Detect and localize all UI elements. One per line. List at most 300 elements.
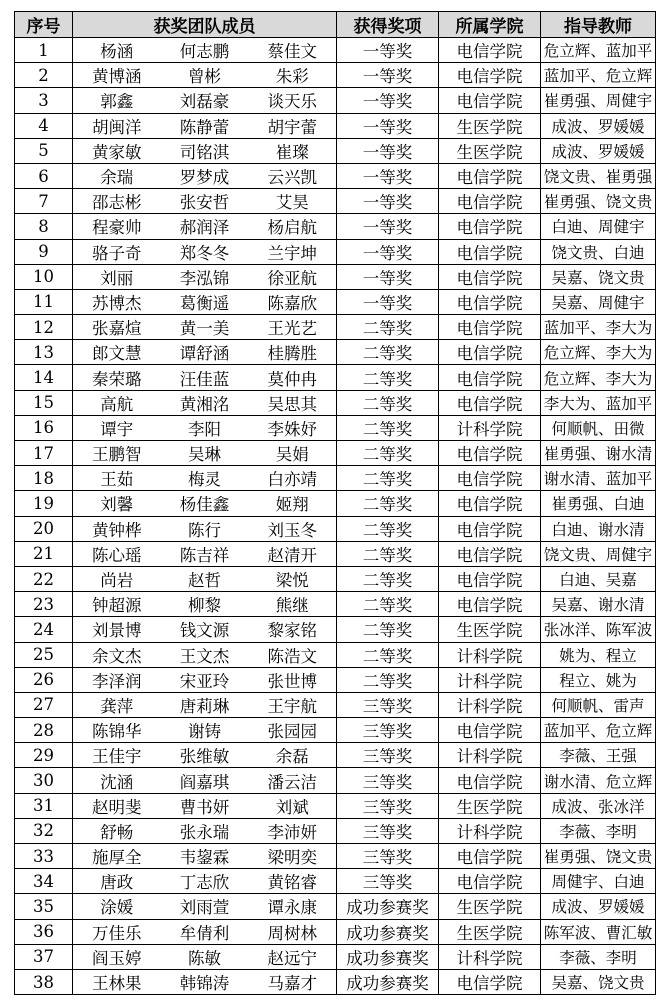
cell-member-2: 司铭淇 xyxy=(161,138,249,163)
cell-award: 一等奖 xyxy=(337,38,439,63)
table-row xyxy=(15,315,656,340)
cell-member-3: 云兴凯 xyxy=(249,163,337,188)
cell-index: 6 xyxy=(15,163,73,188)
cell-award: 一等奖 xyxy=(337,113,439,138)
cell-member-3: 谈天乐 xyxy=(249,88,337,113)
cell-member-2: 曾彬 xyxy=(161,63,249,88)
cell-college: 电信学院 xyxy=(439,441,541,466)
table-row xyxy=(15,793,656,818)
cell-index: 38 xyxy=(15,969,73,994)
cell-advisor: 李薇、王强 xyxy=(541,743,656,768)
header-college: 所属学院 xyxy=(439,12,541,38)
cell-award: 成功参赛奖 xyxy=(337,944,439,969)
cell-member-3: 潘云洁 xyxy=(249,768,337,793)
cell-index: 3 xyxy=(15,88,73,113)
cell-college: 电信学院 xyxy=(439,466,541,491)
cell-college: 生医学院 xyxy=(439,793,541,818)
cell-member-2: 张安哲 xyxy=(161,189,249,214)
cell-member-2: 刘磊豪 xyxy=(161,88,249,113)
cell-award: 一等奖 xyxy=(337,289,439,314)
cell-member-3: 徐亚航 xyxy=(249,264,337,289)
cell-member-1: 钟超源 xyxy=(73,592,161,617)
cell-member-2: 钱文源 xyxy=(161,617,249,642)
table-row xyxy=(15,894,656,919)
cell-member-3: 张园园 xyxy=(249,718,337,743)
cell-college: 电信学院 xyxy=(439,315,541,340)
cell-award: 二等奖 xyxy=(337,541,439,566)
cell-member-3: 赵远宁 xyxy=(249,944,337,969)
cell-award: 一等奖 xyxy=(337,63,439,88)
cell-index: 31 xyxy=(15,793,73,818)
table-row xyxy=(15,667,656,692)
table-row xyxy=(15,38,656,63)
cell-member-1: 王鹏智 xyxy=(73,441,161,466)
cell-advisor: 成波、张冰洋 xyxy=(541,793,656,818)
table-row xyxy=(15,88,656,113)
cell-advisor: 李大为、蓝加平 xyxy=(541,390,656,415)
cell-college: 电信学院 xyxy=(439,390,541,415)
cell-advisor: 崔勇强、周健宇 xyxy=(541,88,656,113)
table-row xyxy=(15,214,656,239)
cell-member-3: 蔡佳文 xyxy=(249,38,337,63)
cell-college: 计科学院 xyxy=(439,944,541,969)
cell-member-1: 黄钟桦 xyxy=(73,516,161,541)
cell-college: 电信学院 xyxy=(439,38,541,63)
cell-award: 三等奖 xyxy=(337,768,439,793)
cell-index: 34 xyxy=(15,869,73,894)
header-members: 获奖团队成员 xyxy=(73,12,337,38)
cell-member-2: 谭舒涵 xyxy=(161,340,249,365)
cell-index: 28 xyxy=(15,718,73,743)
cell-member-3: 谭永康 xyxy=(249,894,337,919)
cell-member-3: 黄铭睿 xyxy=(249,869,337,894)
cell-advisor: 饶文贵、白迪 xyxy=(541,239,656,264)
cell-index: 4 xyxy=(15,113,73,138)
table-row xyxy=(15,264,656,289)
cell-index: 13 xyxy=(15,340,73,365)
cell-advisor: 危立辉、蓝加平 xyxy=(541,38,656,63)
cell-member-3: 刘玉冬 xyxy=(249,516,337,541)
table-row xyxy=(15,541,656,566)
cell-member-2: 黄湘洺 xyxy=(161,390,249,415)
cell-advisor: 吴嘉、饶文贵 xyxy=(541,969,656,994)
cell-college: 电信学院 xyxy=(439,63,541,88)
cell-advisor: 危立辉、李大为 xyxy=(541,365,656,390)
cell-member-2: 汪佳蓝 xyxy=(161,365,249,390)
cell-index: 18 xyxy=(15,466,73,491)
cell-member-1: 刘丽 xyxy=(73,264,161,289)
cell-member-1: 黄家敏 xyxy=(73,138,161,163)
cell-advisor: 崔勇强、白迪 xyxy=(541,491,656,516)
cell-member-2: 梅灵 xyxy=(161,466,249,491)
cell-member-1: 沈涵 xyxy=(73,768,161,793)
cell-college: 电信学院 xyxy=(439,214,541,239)
cell-member-1: 刘馨 xyxy=(73,491,161,516)
cell-index: 5 xyxy=(15,138,73,163)
cell-index: 15 xyxy=(15,390,73,415)
cell-college: 电信学院 xyxy=(439,340,541,365)
cell-college: 计科学院 xyxy=(439,692,541,717)
cell-advisor: 崔勇强、谢水清 xyxy=(541,441,656,466)
cell-member-1: 余文杰 xyxy=(73,642,161,667)
cell-member-3: 崔璨 xyxy=(249,138,337,163)
cell-member-3: 陈嘉欣 xyxy=(249,289,337,314)
cell-college: 电信学院 xyxy=(439,718,541,743)
cell-college: 生医学院 xyxy=(439,617,541,642)
cell-college: 电信学院 xyxy=(439,969,541,994)
table-row xyxy=(15,239,656,264)
cell-member-3: 梁悦 xyxy=(249,566,337,591)
cell-advisor: 张冰洋、陈军波 xyxy=(541,617,656,642)
cell-award: 一等奖 xyxy=(337,163,439,188)
cell-advisor: 陈军波、曹汇敏 xyxy=(541,919,656,944)
cell-advisor: 程立、姚为 xyxy=(541,667,656,692)
cell-member-1: 秦荣璐 xyxy=(73,365,161,390)
cell-member-1: 施厚全 xyxy=(73,844,161,869)
cell-member-1: 苏博杰 xyxy=(73,289,161,314)
cell-college: 电信学院 xyxy=(439,516,541,541)
cell-member-1: 程豪帅 xyxy=(73,214,161,239)
table-row xyxy=(15,516,656,541)
cell-member-1: 龚萍 xyxy=(73,692,161,717)
cell-member-2: 何志鹏 xyxy=(161,38,249,63)
cell-member-2: 张永瑞 xyxy=(161,818,249,843)
table-row xyxy=(15,340,656,365)
cell-college: 生医学院 xyxy=(439,894,541,919)
cell-member-1: 高航 xyxy=(73,390,161,415)
table-row xyxy=(15,718,656,743)
cell-college: 计科学院 xyxy=(439,667,541,692)
cell-index: 25 xyxy=(15,642,73,667)
cell-member-2: 葛衡遥 xyxy=(161,289,249,314)
cell-college: 电信学院 xyxy=(439,189,541,214)
cell-member-3: 马嘉才 xyxy=(249,969,337,994)
cell-member-1: 尚岩 xyxy=(73,566,161,591)
cell-award: 三等奖 xyxy=(337,818,439,843)
table-row xyxy=(15,138,656,163)
cell-award: 一等奖 xyxy=(337,189,439,214)
cell-college: 生医学院 xyxy=(439,138,541,163)
table-row xyxy=(15,768,656,793)
cell-member-3: 王光艺 xyxy=(249,315,337,340)
cell-college: 电信学院 xyxy=(439,239,541,264)
cell-advisor: 吴嘉、周健宇 xyxy=(541,289,656,314)
table-row xyxy=(15,944,656,969)
cell-member-3: 姬翔 xyxy=(249,491,337,516)
cell-advisor: 蓝加平、危立辉 xyxy=(541,718,656,743)
cell-award: 成功参赛奖 xyxy=(337,919,439,944)
cell-advisor: 李薇、李明 xyxy=(541,818,656,843)
cell-advisor: 成波、罗媛媛 xyxy=(541,138,656,163)
cell-member-1: 舒畅 xyxy=(73,818,161,843)
cell-award: 三等奖 xyxy=(337,743,439,768)
cell-award: 一等奖 xyxy=(337,88,439,113)
cell-member-3: 刘斌 xyxy=(249,793,337,818)
cell-member-1: 王佳宇 xyxy=(73,743,161,768)
table-row xyxy=(15,617,656,642)
cell-member-3: 王宇航 xyxy=(249,692,337,717)
table-row xyxy=(15,189,656,214)
cell-index: 36 xyxy=(15,919,73,944)
cell-member-2: 李阳 xyxy=(161,415,249,440)
cell-member-2: 阎嘉琪 xyxy=(161,768,249,793)
cell-award: 二等奖 xyxy=(337,441,439,466)
cell-member-1: 赵明斐 xyxy=(73,793,161,818)
cell-award: 一等奖 xyxy=(337,239,439,264)
cell-college: 电信学院 xyxy=(439,869,541,894)
cell-award: 二等奖 xyxy=(337,592,439,617)
cell-index: 35 xyxy=(15,894,73,919)
cell-member-2: 唐莉琳 xyxy=(161,692,249,717)
cell-member-3: 熊继 xyxy=(249,592,337,617)
cell-member-1: 张嘉煊 xyxy=(73,315,161,340)
cell-member-3: 黎家铭 xyxy=(249,617,337,642)
cell-member-1: 唐政 xyxy=(73,869,161,894)
cell-index: 17 xyxy=(15,441,73,466)
cell-index: 9 xyxy=(15,239,73,264)
cell-member-1: 刘景博 xyxy=(73,617,161,642)
cell-member-2: 黄一美 xyxy=(161,315,249,340)
cell-advisor: 饶文贵、周健宇 xyxy=(541,541,656,566)
cell-member-2: 曹书妍 xyxy=(161,793,249,818)
cell-member-3: 陈浩文 xyxy=(249,642,337,667)
cell-award: 三等奖 xyxy=(337,793,439,818)
cell-college: 电信学院 xyxy=(439,365,541,390)
cell-advisor: 姚为、程立 xyxy=(541,642,656,667)
cell-advisor: 危立辉、李大为 xyxy=(541,340,656,365)
cell-index: 12 xyxy=(15,315,73,340)
cell-member-1: 陈锦华 xyxy=(73,718,161,743)
cell-index: 20 xyxy=(15,516,73,541)
cell-college: 计科学院 xyxy=(439,415,541,440)
cell-college: 生医学院 xyxy=(439,919,541,944)
cell-award: 三等奖 xyxy=(337,869,439,894)
cell-award: 二等奖 xyxy=(337,516,439,541)
cell-member-2: 丁志欣 xyxy=(161,869,249,894)
cell-college: 电信学院 xyxy=(439,566,541,591)
cell-college: 计科学院 xyxy=(439,642,541,667)
cell-award: 三等奖 xyxy=(337,718,439,743)
cell-member-3: 李沛妍 xyxy=(249,818,337,843)
cell-award: 二等奖 xyxy=(337,390,439,415)
cell-member-3: 李姝妤 xyxy=(249,415,337,440)
cell-member-2: 郑冬冬 xyxy=(161,239,249,264)
cell-member-3: 桂腾胜 xyxy=(249,340,337,365)
table-row xyxy=(15,163,656,188)
cell-index: 33 xyxy=(15,844,73,869)
cell-advisor: 蓝加平、李大为 xyxy=(541,315,656,340)
cell-advisor: 谢水清、蓝加平 xyxy=(541,466,656,491)
cell-member-2: 陈敏 xyxy=(161,944,249,969)
cell-member-2: 韦鋆霖 xyxy=(161,844,249,869)
cell-member-1: 郭鑫 xyxy=(73,88,161,113)
cell-index: 21 xyxy=(15,541,73,566)
table-row xyxy=(15,592,656,617)
cell-award: 三等奖 xyxy=(337,844,439,869)
table-row xyxy=(15,818,656,843)
cell-advisor: 吴嘉、谢水清 xyxy=(541,592,656,617)
cell-member-1: 涂媛 xyxy=(73,894,161,919)
table-row xyxy=(15,466,656,491)
cell-college: 电信学院 xyxy=(439,289,541,314)
cell-advisor: 饶文贵、崔勇强 xyxy=(541,163,656,188)
cell-college: 生医学院 xyxy=(439,113,541,138)
cell-member-1: 阎玉婷 xyxy=(73,944,161,969)
cell-college: 电信学院 xyxy=(439,88,541,113)
table-header xyxy=(15,12,656,38)
cell-index: 14 xyxy=(15,365,73,390)
awards-table-container xyxy=(14,11,656,995)
cell-award: 一等奖 xyxy=(337,138,439,163)
cell-member-1: 王茹 xyxy=(73,466,161,491)
cell-advisor: 蓝加平、危立辉 xyxy=(541,63,656,88)
cell-member-2: 郝润泽 xyxy=(161,214,249,239)
cell-member-3: 艾昊 xyxy=(249,189,337,214)
cell-index: 7 xyxy=(15,189,73,214)
cell-member-2: 李泓锦 xyxy=(161,264,249,289)
cell-award: 二等奖 xyxy=(337,566,439,591)
cell-college: 电信学院 xyxy=(439,592,541,617)
cell-member-3: 赵清开 xyxy=(249,541,337,566)
cell-index: 23 xyxy=(15,592,73,617)
cell-award: 三等奖 xyxy=(337,692,439,717)
cell-advisor: 白迪、周健宇 xyxy=(541,214,656,239)
cell-member-3: 白亦靖 xyxy=(249,466,337,491)
header-award: 获得奖项 xyxy=(337,12,439,38)
cell-advisor: 谢水清、危立辉 xyxy=(541,768,656,793)
table-row xyxy=(15,390,656,415)
cell-member-2: 牟倩利 xyxy=(161,919,249,944)
cell-college: 电信学院 xyxy=(439,163,541,188)
cell-index: 8 xyxy=(15,214,73,239)
cell-college: 电信学院 xyxy=(439,491,541,516)
cell-award: 一等奖 xyxy=(337,264,439,289)
header-index: 序号 xyxy=(15,12,73,38)
cell-college: 计科学院 xyxy=(439,743,541,768)
cell-advisor: 成波、罗媛媛 xyxy=(541,894,656,919)
cell-index: 2 xyxy=(15,63,73,88)
cell-member-2: 柳黎 xyxy=(161,592,249,617)
cell-member-3: 梁明奕 xyxy=(249,844,337,869)
cell-member-3: 胡宇蕾 xyxy=(249,113,337,138)
cell-member-2: 吴琳 xyxy=(161,441,249,466)
cell-award: 一等奖 xyxy=(337,214,439,239)
cell-index: 10 xyxy=(15,264,73,289)
cell-member-3: 杨启航 xyxy=(249,214,337,239)
cell-award: 二等奖 xyxy=(337,617,439,642)
table-row xyxy=(15,743,656,768)
table-row xyxy=(15,642,656,667)
cell-award: 二等奖 xyxy=(337,340,439,365)
cell-member-2: 宋亚玲 xyxy=(161,667,249,692)
cell-index: 27 xyxy=(15,692,73,717)
cell-index: 30 xyxy=(15,768,73,793)
header-advisor: 指导教师 xyxy=(541,12,656,38)
cell-index: 24 xyxy=(15,617,73,642)
cell-advisor: 李薇、李明 xyxy=(541,944,656,969)
cell-member-3: 兰宇坤 xyxy=(249,239,337,264)
table-row xyxy=(15,289,656,314)
table-row xyxy=(15,415,656,440)
cell-college: 计科学院 xyxy=(439,818,541,843)
table-row xyxy=(15,919,656,944)
cell-member-1: 胡闽洋 xyxy=(73,113,161,138)
cell-member-1: 杨涵 xyxy=(73,38,161,63)
cell-member-1: 万佳乐 xyxy=(73,919,161,944)
cell-member-2: 罗梦成 xyxy=(161,163,249,188)
cell-award: 二等奖 xyxy=(337,642,439,667)
cell-member-2: 张维敏 xyxy=(161,743,249,768)
cell-advisor: 白迪、谢水清 xyxy=(541,516,656,541)
cell-member-2: 刘雨萱 xyxy=(161,894,249,919)
cell-member-1: 李泽润 xyxy=(73,667,161,692)
cell-member-3: 吴思其 xyxy=(249,390,337,415)
cell-member-3: 周树林 xyxy=(249,919,337,944)
cell-advisor: 何顺帆、田微 xyxy=(541,415,656,440)
cell-award: 二等奖 xyxy=(337,315,439,340)
cell-index: 22 xyxy=(15,566,73,591)
cell-college: 电信学院 xyxy=(439,541,541,566)
cell-member-1: 陈心瑶 xyxy=(73,541,161,566)
header-row xyxy=(15,12,656,38)
cell-index: 32 xyxy=(15,818,73,843)
table-row xyxy=(15,844,656,869)
table-body xyxy=(15,38,656,995)
table-row xyxy=(15,969,656,994)
cell-member-3: 莫仲冉 xyxy=(249,365,337,390)
cell-college: 电信学院 xyxy=(439,264,541,289)
cell-college: 电信学院 xyxy=(439,844,541,869)
table-row xyxy=(15,869,656,894)
table-row xyxy=(15,63,656,88)
cell-member-2: 王文杰 xyxy=(161,642,249,667)
table-row xyxy=(15,365,656,390)
cell-member-2: 陈吉祥 xyxy=(161,541,249,566)
cell-member-1: 郎文慧 xyxy=(73,340,161,365)
cell-advisor: 白迪、吴嘉 xyxy=(541,566,656,591)
table-row xyxy=(15,441,656,466)
table-row xyxy=(15,113,656,138)
cell-index: 1 xyxy=(15,38,73,63)
cell-member-1: 王林果 xyxy=(73,969,161,994)
cell-member-1: 骆子奇 xyxy=(73,239,161,264)
cell-award: 二等奖 xyxy=(337,667,439,692)
cell-member-1: 谭宇 xyxy=(73,415,161,440)
cell-member-2: 陈静蕾 xyxy=(161,113,249,138)
cell-member-3: 张世博 xyxy=(249,667,337,692)
cell-advisor: 崔勇强、饶文贵 xyxy=(541,844,656,869)
cell-member-3: 朱彩 xyxy=(249,63,337,88)
cell-award: 二等奖 xyxy=(337,365,439,390)
cell-member-3: 余磊 xyxy=(249,743,337,768)
cell-member-2: 赵哲 xyxy=(161,566,249,591)
cell-advisor: 何顺帆、雷声 xyxy=(541,692,656,717)
cell-index: 11 xyxy=(15,289,73,314)
cell-member-1: 余瑞 xyxy=(73,163,161,188)
cell-index: 37 xyxy=(15,944,73,969)
cell-member-3: 吴娟 xyxy=(249,441,337,466)
cell-advisor: 成波、罗媛媛 xyxy=(541,113,656,138)
table-row xyxy=(15,491,656,516)
cell-index: 29 xyxy=(15,743,73,768)
cell-index: 16 xyxy=(15,415,73,440)
cell-award: 二等奖 xyxy=(337,415,439,440)
cell-advisor: 周健宇、白迪 xyxy=(541,869,656,894)
cell-member-2: 杨佳鑫 xyxy=(161,491,249,516)
cell-award: 成功参赛奖 xyxy=(337,894,439,919)
table-row xyxy=(15,566,656,591)
cell-college: 电信学院 xyxy=(439,768,541,793)
